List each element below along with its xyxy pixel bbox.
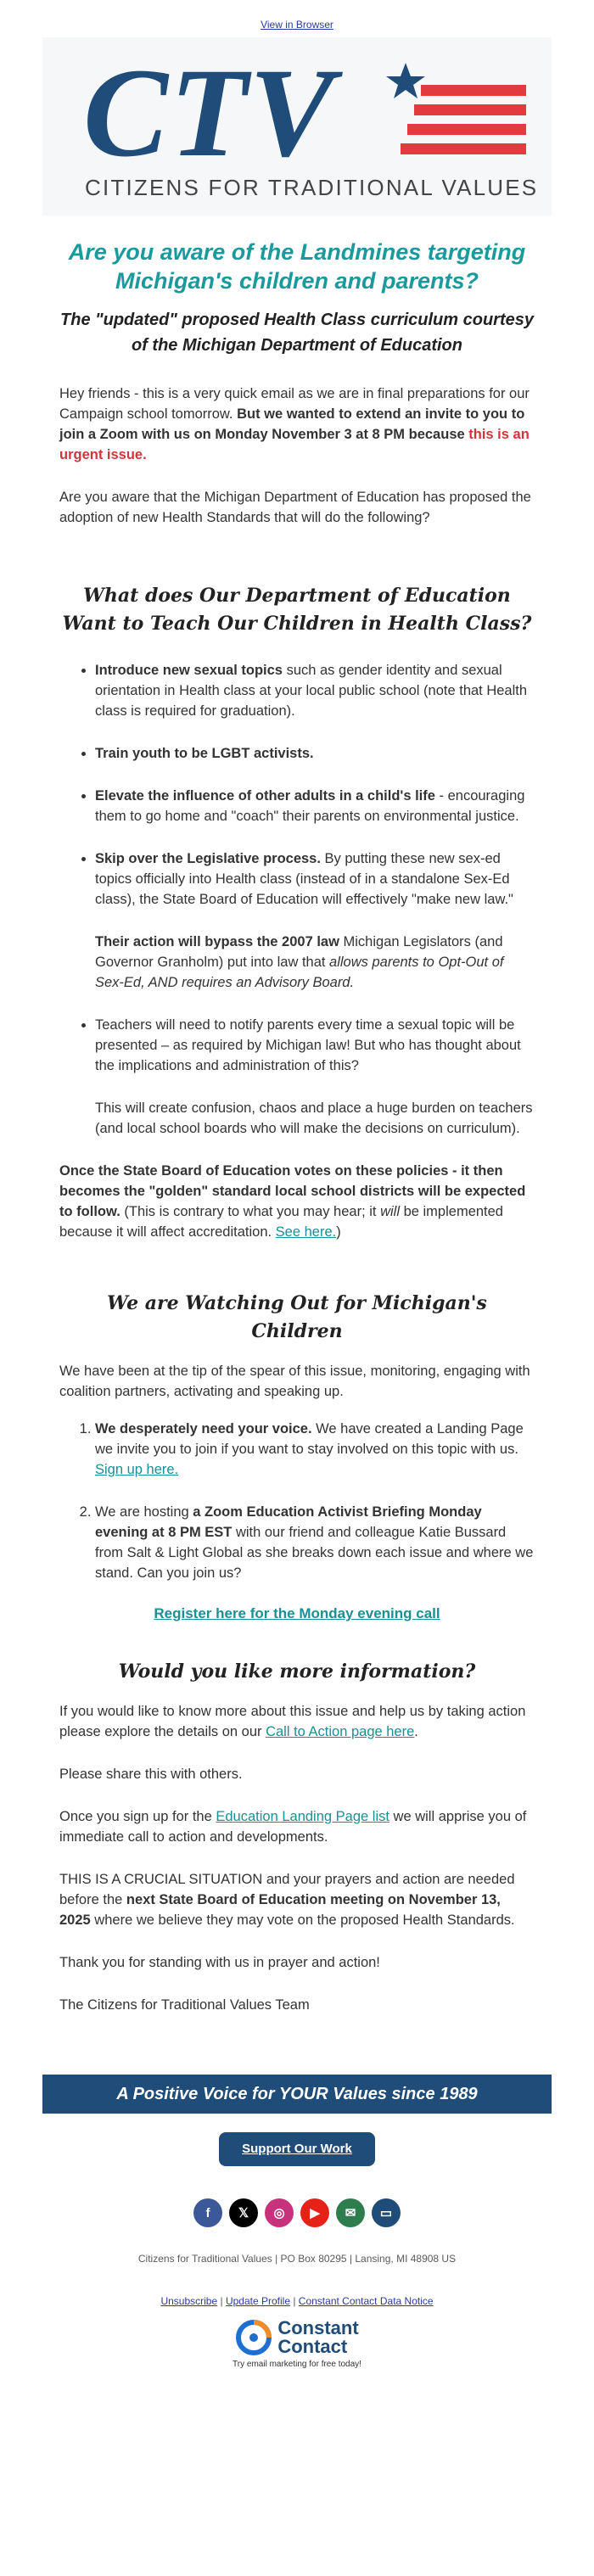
social-icons-row bbox=[0, 2198, 594, 2227]
list-item: 1. We desperately need your voice. We have created a Landing Page we invite you to join if you want to stay involved on this topic with us. Sign up here. bbox=[95, 1419, 535, 1480]
star-icon bbox=[386, 63, 425, 98]
section-title-health-class: What does Our Department of Education Want to Teach Our Children in Health Class? bbox=[62, 585, 532, 635]
constant-contact-wordmark: Constant Contact bbox=[277, 2317, 359, 2357]
list-item-extra: This will create confusion, chaos and place a huge burden on teachers (and local school boards who will make the decisions on curriculum). bbox=[95, 1100, 533, 1136]
youtube-icon[interactable]: ▶ bbox=[300, 2198, 329, 2227]
list-item: • Elevate the influence of other adults in a child's life - encouraging them to go home and "coach" their parents on environmental justice. bbox=[95, 786, 535, 826]
stripe bbox=[401, 143, 526, 154]
data-notice-link[interactable]: Constant Contact Data Notice bbox=[298, 2295, 434, 2307]
instagram-icon[interactable]: ◎ bbox=[265, 2198, 294, 2227]
facebook-icon[interactable]: f bbox=[193, 2198, 222, 2227]
list-item: 2. We are hosting a Zoom Education Activist Briefing Monday evening at 8 PM EST with our friend and colleague Katie Bussard from Salt & Light Global as she breaks down each issue and where we stand. Can you join us? bbox=[95, 1502, 535, 1583]
closing-paragraph: Once the State Board of Education votes on these policies - it then becomes the "golden" standard local school districts will be expected to follow. (This is contrary to what you may hear; it will be implemented because it will affect accreditation. See here.) bbox=[59, 1163, 526, 1240]
section-title-more-info: Would you like more information? bbox=[118, 1660, 476, 1683]
landing-page-paragraph: Once you sign up for the Education Landing Page list we will apprise you of immediate call to action and developments. bbox=[59, 1809, 527, 1845]
watching-intro: We have been at the tip of the spear of this issue, monitoring, engaging with coalition partners, activating and speaking up. bbox=[59, 1364, 530, 1399]
list-item: • Introduce new sexual topics such as gender identity and sexual orientation in Health class at your local public school (note that Health class is required for graduation). bbox=[95, 660, 535, 721]
section-title-watching: We are Watching Out for Michigan's Children bbox=[107, 1292, 487, 1342]
intro-question: Are you aware that the Michigan Department of Education has proposed the adoption of new Health Standards that will do the following? bbox=[59, 490, 531, 525]
crucial-paragraph: THIS IS A CRUCIAL SITUATION and your prayers and action are needed before the next State Board of Education meeting on November 13, 2025 where we believe they may vote on the proposed Health Standards. bbox=[59, 1872, 515, 1928]
see-here-link[interactable]: See here. bbox=[275, 1224, 337, 1240]
logo-letters: CTV bbox=[83, 42, 336, 183]
x-icon[interactable]: 𝕏 bbox=[229, 2198, 258, 2227]
footer-links bbox=[0, 2295, 594, 2307]
intro-bold: But we wanted to extend an invite to you to join a Zoom with us on Monday November 3 at 8 PM because bbox=[59, 406, 525, 442]
register-row bbox=[59, 1605, 535, 1622]
separator: | bbox=[220, 2295, 226, 2307]
footer-address: Citizens for Traditional Values | PO Box 80295 | Lansing, MI 48908 US bbox=[137, 2253, 457, 2265]
constant-contact-icon bbox=[235, 2319, 272, 2356]
main-headline: Are you aware of the Landmines targeting Michigan's children and parents? bbox=[68, 239, 526, 294]
unsubscribe-link[interactable]: Unsubscribe bbox=[160, 2295, 218, 2307]
logo-tagline: CITIZENS FOR TRADITIONAL VALUES bbox=[85, 175, 539, 200]
list-item-extra: Their action will bypass the 2007 law Michigan Legislators (and Governor Granholm) put into law that allows parents to Opt-Out of Sex-Ed, AND requires an Advisory Board. bbox=[95, 934, 504, 990]
thank-you-paragraph: Thank you for standing with us in prayer and action! bbox=[59, 1955, 380, 1970]
stripe bbox=[421, 85, 526, 96]
action-list bbox=[59, 1419, 535, 1583]
email-icon[interactable]: ✉ bbox=[336, 2198, 365, 2227]
sign-up-link[interactable]: Sign up here. bbox=[95, 1462, 179, 1477]
more-info-paragraph: If you would like to know more about this issue and help us by taking action please explore the details on our Call to Action page here. bbox=[59, 1704, 526, 1739]
website-icon[interactable]: ▭ bbox=[372, 2198, 401, 2227]
stripe bbox=[407, 124, 526, 135]
stripe bbox=[414, 104, 526, 115]
signature: The Citizens for Traditional Values Team bbox=[59, 1997, 310, 2013]
flag-stripes-graphic bbox=[373, 63, 526, 173]
education-landing-link[interactable]: Education Landing Page list bbox=[216, 1809, 389, 1824]
constant-contact-tagline: Try email marketing for free today! bbox=[233, 2360, 361, 2369]
view-in-browser-row bbox=[0, 0, 594, 37]
call-to-action-link[interactable]: Call to Action page here bbox=[266, 1724, 415, 1739]
list-item: • Teachers will need to notify parents every time a sexual topic will be presented – as required by Michigan law! But who has thought about the implications and administration of this? This will create confusion, chaos and place a huge burden on teachers (and local school boards who will make the decisions on curriculum). bbox=[95, 1015, 535, 1139]
health-standards-list bbox=[59, 660, 535, 1139]
email-body bbox=[0, 238, 594, 2015]
register-link[interactable]: Register here for the Monday evening call bbox=[154, 1605, 440, 1621]
intro-paragraph bbox=[59, 384, 535, 465]
view-in-browser-link[interactable]: View in Browser bbox=[261, 19, 333, 31]
intro-text: Hey friends - this is a very quick email as we are in final preparations for our Campaign school tomorrow. bbox=[59, 386, 530, 422]
share-paragraph: Please share this with others. bbox=[59, 1767, 243, 1782]
support-our-work-button[interactable]: Support Our Work bbox=[219, 2132, 375, 2166]
list-item: • Train youth to be LGBT activists. bbox=[95, 743, 535, 764]
separator: | bbox=[293, 2295, 299, 2307]
sub-headline: The "updated" proposed Health Class curriculum courtesy of the Michigan Department of Education bbox=[60, 311, 534, 355]
update-profile-link[interactable]: Update Profile bbox=[225, 2295, 290, 2307]
ctv-logo bbox=[42, 37, 552, 216]
urgent-text: this is an urgent issue. bbox=[59, 427, 530, 462]
list-item: • Skip over the Legislative process. By putting these new sex-ed topics officially into Health class (instead of in a standalone Sex-Ed class), the State Board of Education will effectively "make new law." Their action will bypass the 2007 law Michigan Legislators (and Governor Granholm) put into law that allows parents to Opt-Out of Sex-Ed, AND requires an Advisory Board. bbox=[95, 848, 535, 993]
constant-contact-logo[interactable] bbox=[0, 2319, 594, 2356]
footer-banner: A Positive Voice for YOUR Values since 1989 bbox=[42, 2075, 552, 2114]
